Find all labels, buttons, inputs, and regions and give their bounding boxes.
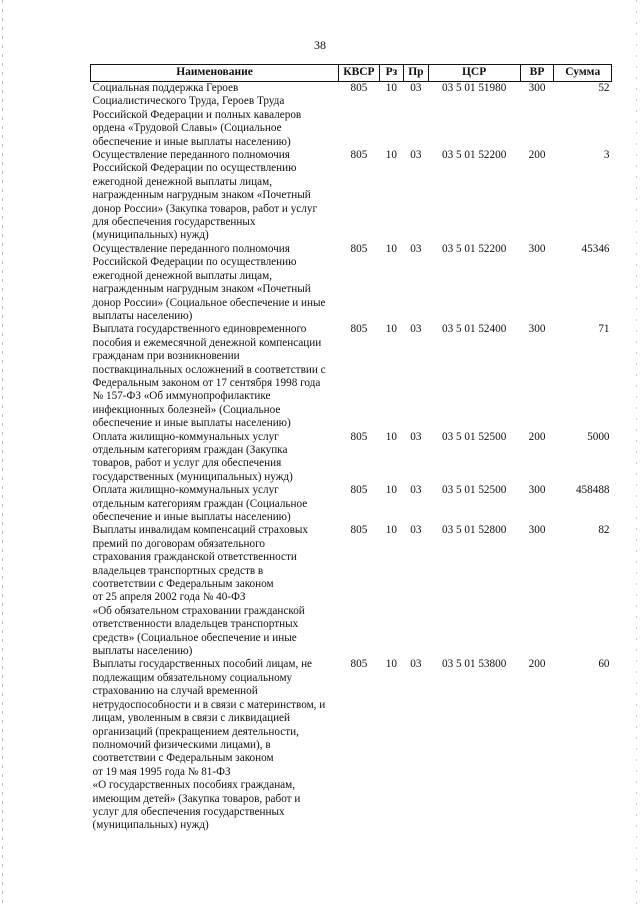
row-name-line: «Об обязательном страховании гражданской	[92, 604, 305, 617]
row-name	[91, 658, 339, 832]
row-pr: 03	[410, 430, 422, 443]
row-rz: 10	[385, 323, 397, 336]
table-row	[91, 149, 612, 243]
row-name	[91, 431, 339, 485]
table-row	[91, 484, 612, 524]
row-csr: 03 5 01 52200	[441, 149, 507, 162]
row-name-line: (муниципальных) нужд)	[92, 819, 209, 832]
row-csr: 03 5 01 52500	[441, 430, 507, 443]
row-csr: 03 5 01 52800	[441, 524, 507, 537]
row-name-line: для обеспечения государственных	[92, 216, 256, 229]
row-name-line: Осуществление переданного полномочия	[92, 242, 290, 255]
row-name-line: награжденным нагрудным знаком «Почетный	[92, 189, 311, 202]
row-sum: 458488	[575, 484, 610, 497]
row-kvsr: 805	[350, 82, 368, 94]
row-name-line: полномочий физическими лицами), в	[92, 738, 271, 751]
row-rz: 10	[385, 658, 397, 671]
table-row	[91, 431, 612, 485]
header-csr: ЦСР	[428, 65, 520, 82]
row-csr: 03 5 01 51980	[441, 82, 507, 94]
row-name-line: «О государственных пособиях гражданам,	[92, 779, 296, 792]
header-pr: Пр	[404, 65, 429, 82]
row-name-line: выплаты населению)	[92, 309, 193, 322]
header-vr: ВР	[520, 65, 554, 82]
row-name-line: от 19 мая 1995 года № 81-ФЗ	[92, 765, 231, 778]
row-csr: 03 5 01 52200	[441, 242, 507, 255]
row-vr: 200	[528, 149, 546, 162]
row-sum: 52	[598, 82, 610, 94]
scan-edge-right	[636, 0, 637, 905]
row-name-line: отдельным категориям граждан (Закупка	[92, 443, 288, 456]
row-name-line: инфекционных болезней» (Социальное	[92, 403, 281, 416]
row-pr: 03	[410, 484, 422, 497]
row-kvsr: 805	[350, 323, 368, 336]
row-sum: 60	[598, 658, 610, 671]
table-row	[91, 323, 612, 430]
table-row	[91, 82, 612, 150]
header-rz: Рз	[379, 65, 403, 82]
row-name-line: ежегодной денежной выплаты лицам,	[92, 175, 273, 188]
row-sum: 71	[598, 323, 610, 336]
table-row	[91, 524, 612, 658]
row-pr: 03	[410, 149, 422, 162]
row-vr: 300	[528, 323, 546, 336]
budget-table	[90, 64, 612, 833]
row-name-line: Выплата государственного единовременного	[92, 323, 307, 336]
row-name-line: средств» (Социальное обеспечение и иные	[92, 631, 297, 644]
header-name: Наименование	[91, 65, 339, 82]
row-name	[91, 149, 339, 243]
row-name-line: имеющим детей» (Закупка товаров, работ и	[92, 792, 301, 805]
row-name-line: донор России» (Закупка товаров, работ и услуг	[92, 202, 318, 215]
row-vr: 300	[528, 242, 546, 255]
row-vr: 300	[528, 484, 546, 497]
row-vr: 200	[528, 658, 546, 671]
row-name-line: соответствии с Федеральным законом	[92, 578, 274, 591]
row-sum: 82	[598, 524, 610, 537]
row-name-line: обеспечение и иные выплаты населению)	[92, 511, 291, 523]
row-name-line: Социальная поддержка Героев	[92, 82, 239, 94]
row-rz: 10	[385, 430, 397, 443]
row-name-line: организаций (прекращением деятельности,	[92, 725, 299, 738]
row-name-line: ответственности владельцев транспортных	[92, 618, 299, 631]
row-sum: 5000	[587, 430, 610, 443]
header-sum: Сумма	[554, 65, 612, 82]
table-header-row	[91, 65, 612, 82]
row-name-line: премий по договорам обязательного	[92, 537, 265, 550]
row-sum: 3	[603, 149, 610, 162]
row-name-line: Социалистического Труда, Героев Труда	[92, 95, 285, 108]
row-vr: 200	[528, 430, 546, 443]
row-name-line: гражданам при возникновении	[92, 350, 240, 363]
row-name-line: от 25 апреля 2002 года № 40-ФЗ	[92, 591, 246, 604]
row-csr: 03 5 01 53800	[441, 658, 507, 671]
row-name-line: Российской Федерации по осуществлению	[92, 256, 297, 269]
header-kvsr: КВСР	[339, 65, 380, 82]
row-name	[91, 323, 339, 430]
row-rz: 10	[385, 524, 397, 537]
page-number: 38	[314, 38, 326, 52]
row-vr: 300	[528, 524, 546, 537]
row-pr: 03	[410, 82, 422, 94]
table-row	[91, 658, 612, 832]
row-name-line: страхованию на случай временной	[92, 685, 258, 698]
row-name-line: Российской Федерации и полных кавалеров	[92, 108, 302, 121]
row-kvsr: 805	[350, 484, 368, 497]
row-vr: 300	[528, 82, 546, 94]
row-name	[91, 82, 339, 150]
row-name-line: обеспечение и иные выплаты населению)	[92, 135, 291, 148]
row-name-line: Федеральным законом от 17 сентября 1998 года	[92, 376, 321, 389]
row-name-line: Оплата жилищно-коммунальных услуг	[92, 484, 279, 497]
row-name-line: отдельным категориям граждан (Социальное	[92, 497, 308, 510]
row-name-line: поствакцинальных осложнений в соответствии с	[92, 363, 326, 376]
row-kvsr: 805	[350, 242, 368, 255]
row-pr: 03	[410, 242, 422, 255]
row-name-line: лицам, уволенным в связи с ликвидацией	[92, 712, 291, 725]
row-name-line: донор России» (Социальное обеспечение и иные	[92, 296, 326, 309]
row-name-line: владельцев транспортных средств в	[92, 564, 264, 577]
row-name	[91, 524, 339, 658]
row-kvsr: 805	[350, 658, 368, 671]
row-name	[91, 243, 339, 323]
row-csr: 03 5 01 52500	[441, 484, 507, 497]
row-name-line: государственных (муниципальных) нужд)	[92, 470, 293, 483]
row-name-line: Выплаты инвалидам компенсаций страховых	[92, 524, 308, 537]
row-kvsr: 805	[350, 149, 368, 162]
row-csr: 03 5 01 52400	[441, 323, 507, 336]
row-name-line: соответствии с Федеральным законом	[92, 752, 274, 765]
row-kvsr: 805	[350, 524, 368, 537]
row-name-line: ордена «Трудовой Славы» (Социальное	[92, 122, 282, 135]
row-pr: 03	[410, 323, 422, 336]
row-name-line: страхования гражданской ответственности	[92, 551, 297, 564]
row-name-line: подлежащим обязательному социальному	[92, 671, 293, 684]
row-name-line: Российской Федерации по осуществлению	[92, 162, 297, 175]
row-rz: 10	[385, 242, 397, 255]
row-kvsr: 805	[350, 430, 368, 443]
row-name-line: Осуществление переданного полномочия	[92, 149, 290, 162]
row-pr: 03	[410, 658, 422, 671]
row-name-line: № 157-ФЗ «Об иммунопрофилактике	[92, 390, 271, 403]
table-body	[91, 82, 612, 833]
row-name-line: нетрудоспособности и в связи с материнством, и	[92, 698, 326, 711]
row-sum: 45346	[581, 242, 610, 255]
scan-edge-left	[2, 0, 3, 905]
row-rz: 10	[385, 484, 397, 497]
row-name-line: товаров, работ и услуг для обеспечения	[92, 457, 282, 470]
row-name-line: Выплаты государственных пособий лицам, не	[92, 658, 313, 671]
row-name-line: обеспечение и иные выплаты населению)	[92, 417, 291, 430]
row-name-line: пособия и ежемесячной денежной компенсации	[92, 336, 322, 349]
row-rz: 10	[385, 82, 397, 94]
row-pr: 03	[410, 524, 422, 537]
row-name-line: услуг для обеспечения государственных	[92, 805, 285, 818]
row-name-line: ежегодной денежной выплаты лицам,	[92, 269, 273, 282]
table-row	[91, 243, 612, 323]
row-rz: 10	[385, 149, 397, 162]
row-name	[91, 484, 339, 524]
row-name-line: Оплата жилищно-коммунальных услуг	[92, 430, 279, 443]
row-name-line: (муниципальных) нужд)	[92, 229, 209, 242]
row-name-line: выплаты населению)	[92, 645, 193, 658]
row-name-line: награжденным нагрудным знаком «Почетный	[92, 283, 311, 296]
